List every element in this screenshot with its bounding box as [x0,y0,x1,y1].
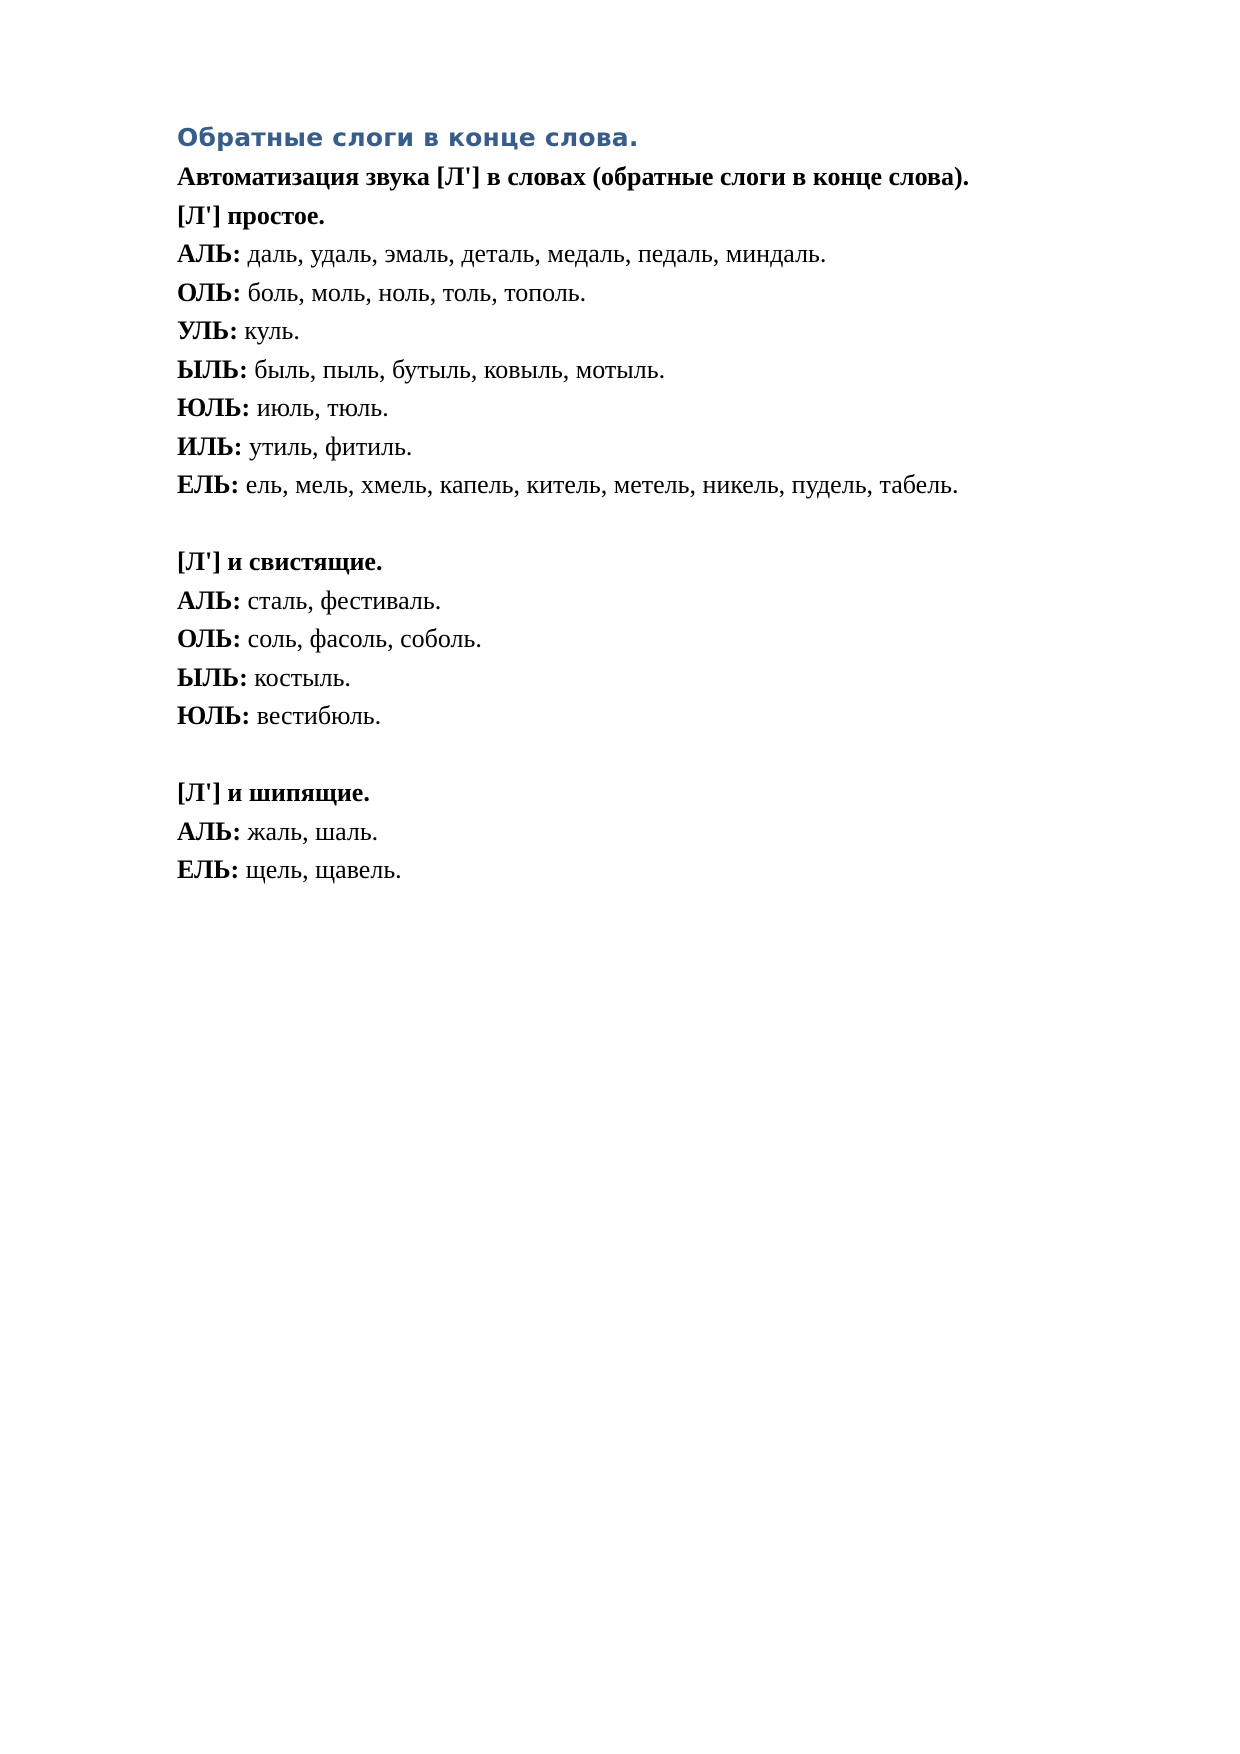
word-row [177,428,1137,467]
syllable-key: ЕЛЬ: [177,470,240,499]
word-list: быль, пыль, бутыль, ковыль, мотыль. [254,354,666,384]
word-row [177,312,1137,351]
syllable-key: ЫЛЬ: [177,662,248,692]
syllable-key: ЮЛЬ: [177,393,251,422]
word-row [177,659,1137,698]
word-row [177,389,1137,428]
word-list: щель, щавель. [245,855,402,884]
section-title: [Л'] и шипящие. [177,778,370,807]
word-row [177,466,1137,505]
word-row [177,697,1137,736]
word-row [177,351,1137,390]
word-row [177,235,1137,274]
word-list: сталь, фестиваль. [247,585,442,615]
syllable-key: ЮЛЬ: [177,701,251,730]
word-list: куль. [244,316,300,345]
document-content [177,118,1137,890]
syllable-key: АЛЬ: [177,585,241,615]
word-list: июль, тюль. [256,393,389,422]
word-list: боль, моль, ноль, толь, тополь. [247,277,587,307]
syllable-key: АЛЬ: [177,239,241,268]
word-list: даль, удаль, эмаль, деталь, медаль, педаль, миндаль. [247,239,827,268]
syllable-key: УЛЬ: [177,316,238,345]
word-list: жаль, шаль. [247,816,379,846]
word-row [177,582,1137,621]
section-spacer [177,505,1137,544]
word-row [177,851,1137,890]
word-list: соль, фасоль, соболь. [247,624,482,653]
word-list: вестибюль. [256,701,382,730]
section-spacer [177,736,1137,775]
syllable-key: ЕЛЬ: [177,855,240,884]
syllable-key: ОЛЬ: [177,624,242,653]
word-list: костыль. [254,662,351,692]
syllable-key: ИЛЬ: [177,431,243,461]
section-title: [Л'] простое. [177,200,325,230]
syllable-key: ЫЛЬ: [177,354,248,384]
word-list: утиль, фитиль. [248,431,413,461]
word-row [177,620,1137,659]
document-subtitle: Автоматизация звука [Л'] в словах (обратные слоги в конце слова). [177,162,970,191]
document-heading: Обратные слоги в конце слова. [177,123,639,152]
word-row [177,813,1137,852]
word-list: ель, мель, хмель, капель, китель, метель, никель, пудель, табель. [245,470,959,499]
word-row [177,274,1137,313]
syllable-key: АЛЬ: [177,816,241,846]
section-title: [Л'] и свистящие. [177,547,383,576]
syllable-key: ОЛЬ: [177,277,242,307]
